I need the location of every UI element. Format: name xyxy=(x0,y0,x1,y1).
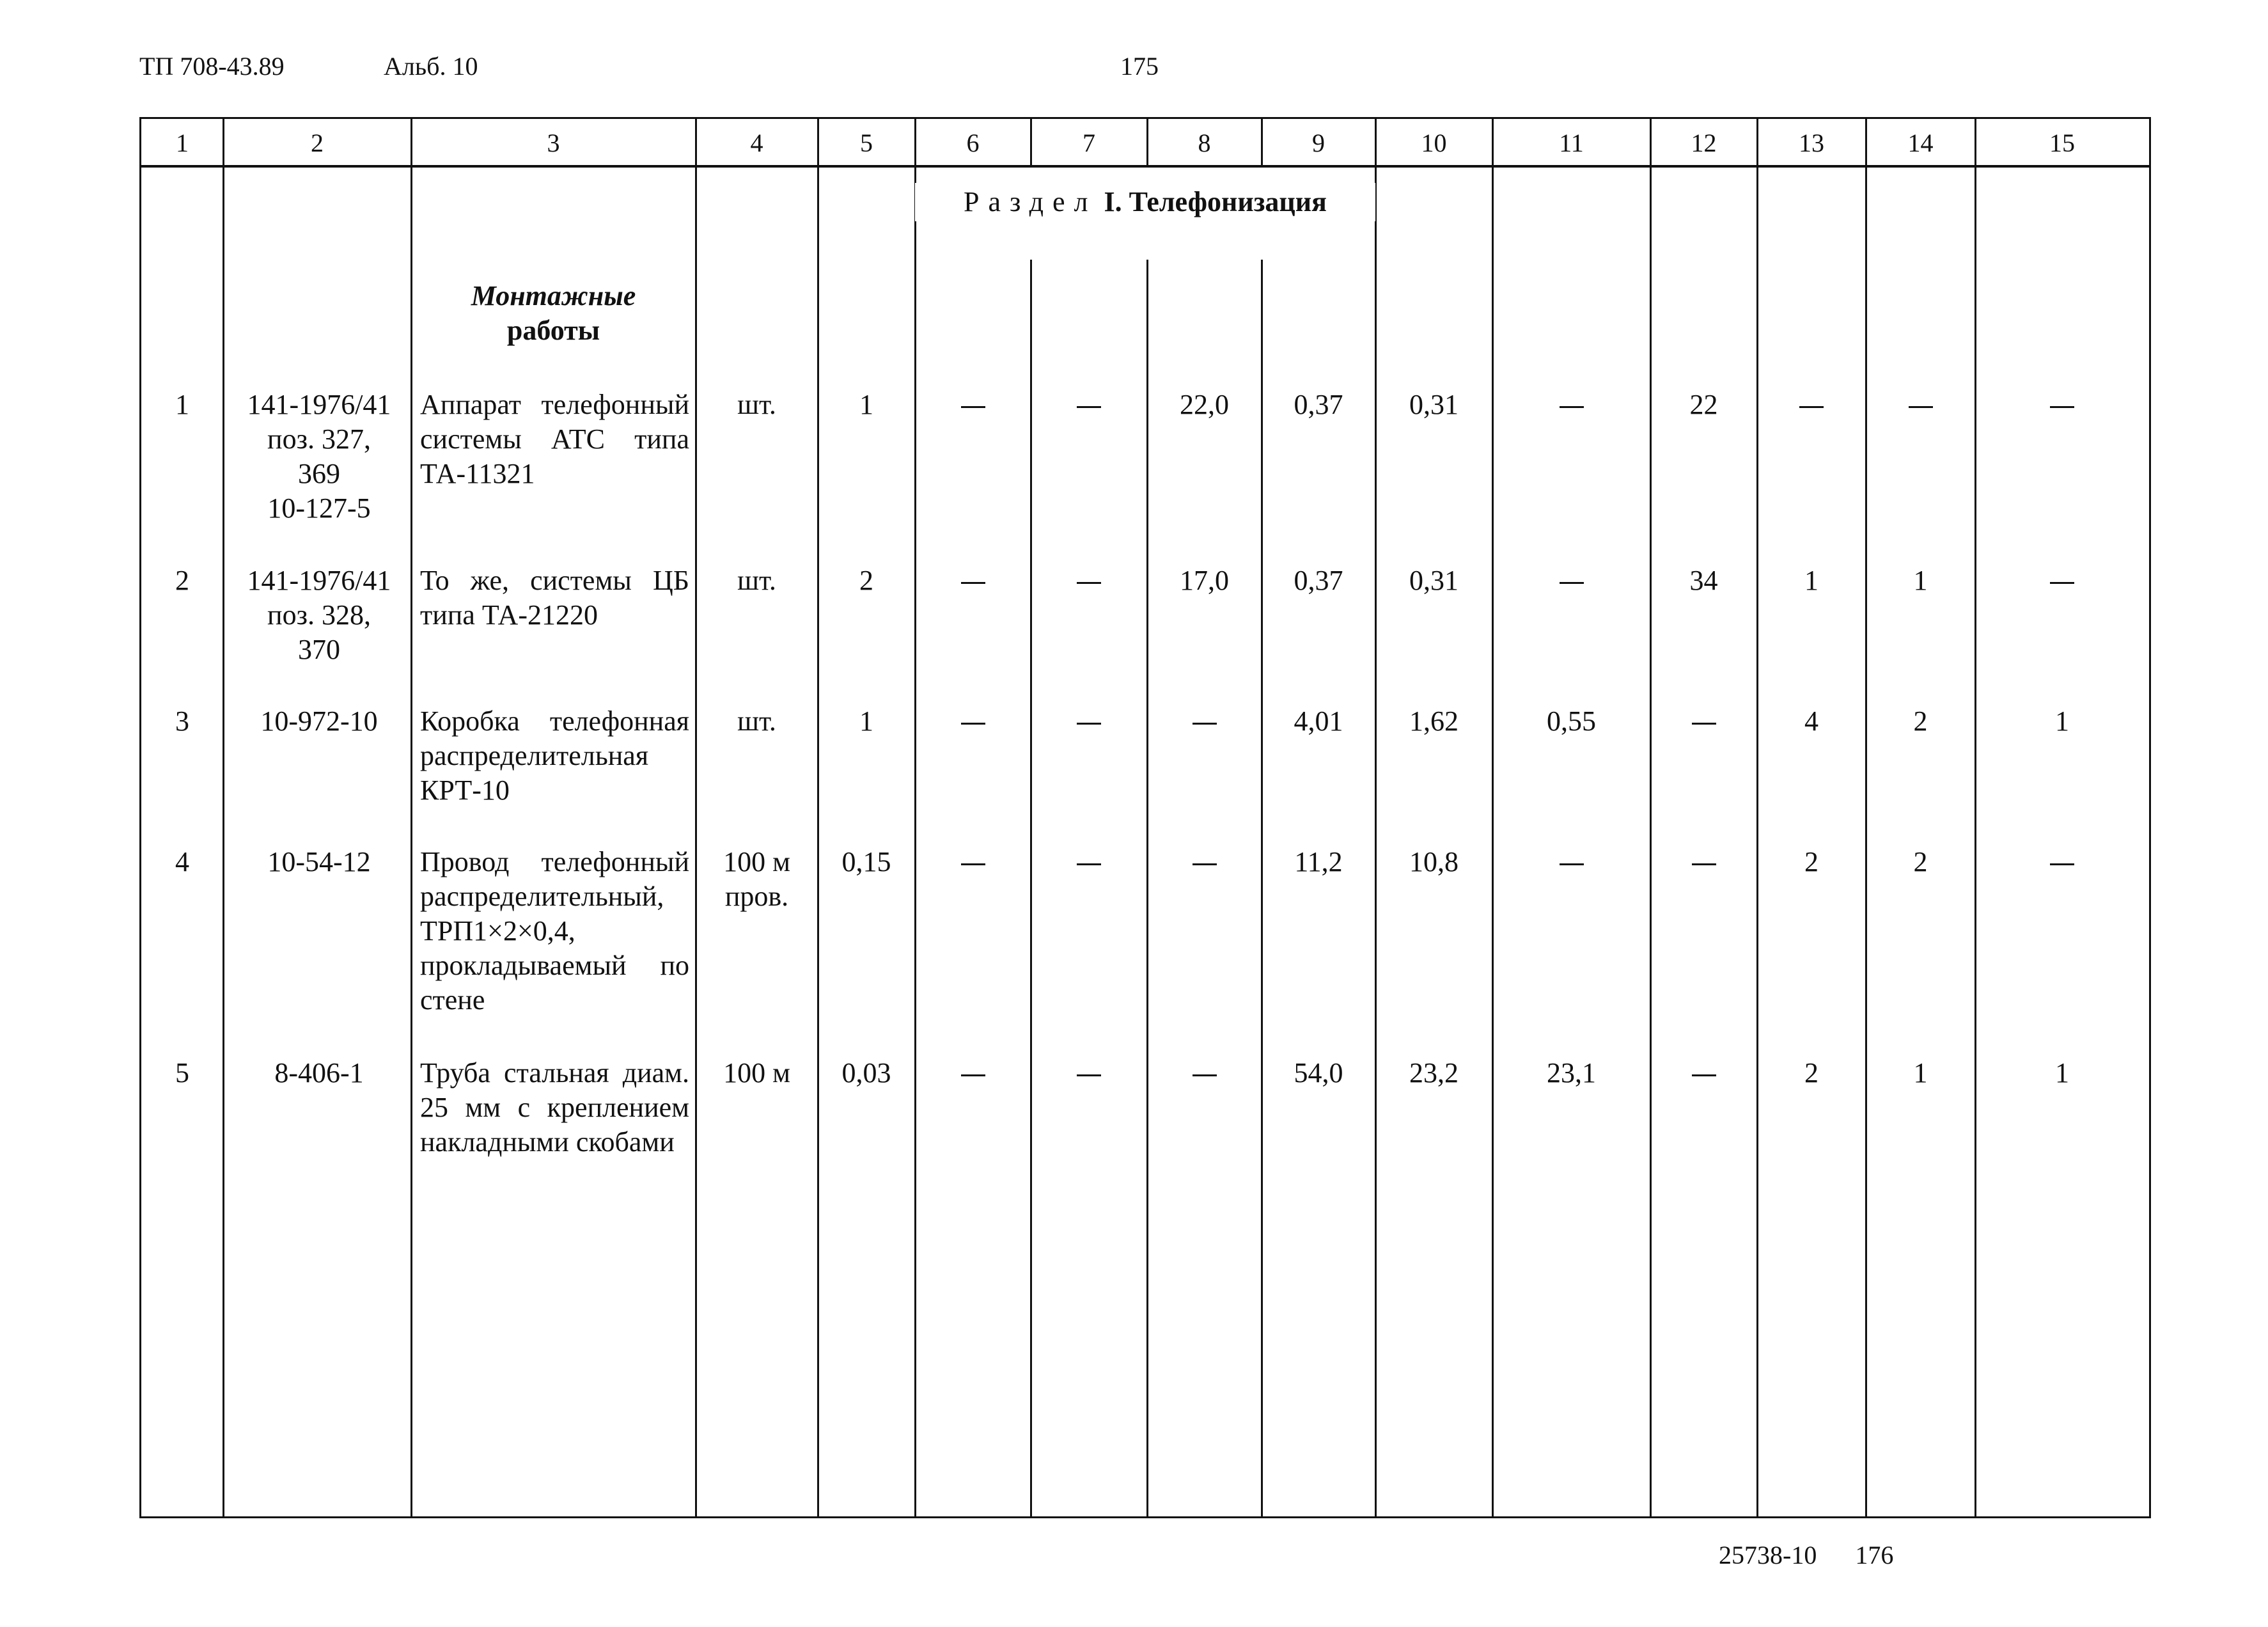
cell-line: поз. 327, xyxy=(267,423,371,455)
value-col-15 xyxy=(1975,563,2149,598)
cell-line: 370 xyxy=(298,634,340,665)
dash-mark xyxy=(1692,723,1716,725)
value-col-13: 1 xyxy=(1804,565,1818,596)
unit: 100 м xyxy=(723,1057,790,1089)
dash-mark xyxy=(1692,863,1716,865)
dash-mark xyxy=(1077,406,1101,408)
value-col-9: 4,01 xyxy=(1294,705,1343,737)
column-number-14: 14 xyxy=(1907,129,1934,157)
dash-mark xyxy=(1077,1074,1101,1076)
column-divider xyxy=(1261,119,1263,168)
unit: шт. xyxy=(737,389,776,420)
value-col-10: 1,62 xyxy=(1409,705,1459,737)
column-divider xyxy=(1030,260,1032,1516)
value-col-15: 1 xyxy=(2055,705,2069,737)
value-col-8 xyxy=(1147,845,1262,879)
cell-line: 8-406-1 xyxy=(274,1057,364,1089)
value-col-15 xyxy=(1975,388,2149,422)
value-col-15 xyxy=(1975,845,2149,879)
column-divider xyxy=(1865,119,1867,1516)
dash-mark xyxy=(961,723,985,725)
dash-mark xyxy=(1193,723,1217,725)
section-name: I. Телефонизация xyxy=(1104,186,1327,217)
column-number-5: 5 xyxy=(860,129,873,157)
cell-line: поз. 328, xyxy=(267,599,371,631)
column-number-1: 1 xyxy=(176,129,189,157)
estimate-table xyxy=(139,117,2151,1518)
value-col-7 xyxy=(1031,845,1147,879)
value-col-10: 0,31 xyxy=(1409,565,1459,596)
value-col-12: 34 xyxy=(1689,565,1718,596)
footer xyxy=(1719,1540,1925,1570)
column-number-11: 11 xyxy=(1559,129,1584,157)
column-number-3: 3 xyxy=(547,129,560,157)
cell-line: 141-1976/41 xyxy=(247,565,391,596)
norm-code xyxy=(231,1056,407,1090)
column-number-12: 12 xyxy=(1691,129,1717,157)
column-number-13: 13 xyxy=(1799,129,1824,157)
quantity: 2 xyxy=(859,565,873,596)
quantity: 1 xyxy=(859,705,873,737)
value-col-12 xyxy=(1650,704,1757,739)
subheading-line1: Монтажные xyxy=(471,280,636,311)
row-number: 1 xyxy=(175,389,189,420)
value-col-13: 2 xyxy=(1804,1057,1818,1089)
dash-mark xyxy=(961,863,985,865)
unit: 100 м пров. xyxy=(723,846,790,912)
value-col-10: 10,8 xyxy=(1409,846,1459,877)
value-col-13: 2 xyxy=(1804,846,1818,877)
value-col-7 xyxy=(1031,388,1147,422)
value-col-7 xyxy=(1031,704,1147,739)
row-number: 5 xyxy=(175,1057,189,1089)
column-divider xyxy=(1030,119,1032,168)
dash-mark xyxy=(1077,863,1101,865)
quantity: 0,03 xyxy=(841,1057,891,1089)
value-col-9: 0,37 xyxy=(1294,389,1343,420)
column-number-row xyxy=(141,119,2149,168)
value-col-11 xyxy=(1492,845,1650,879)
dash-mark xyxy=(1692,1074,1716,1076)
work-name: Труба стальная диам. 25 мм с креплением накладными скобами xyxy=(420,1057,689,1158)
column-number-6: 6 xyxy=(966,129,980,157)
value-col-13: 4 xyxy=(1804,705,1818,737)
subheading-line2: работы xyxy=(506,315,600,346)
column-divider xyxy=(1261,260,1263,1516)
value-col-9: 11,2 xyxy=(1294,846,1343,877)
value-col-6 xyxy=(915,704,1031,739)
column-divider xyxy=(1650,119,1652,1516)
value-col-14: 2 xyxy=(1913,846,1928,877)
value-col-14 xyxy=(1866,388,1975,422)
value-col-6 xyxy=(915,845,1031,879)
value-col-6 xyxy=(915,388,1031,422)
value-col-14: 1 xyxy=(1913,1057,1928,1089)
value-col-6 xyxy=(915,1056,1031,1090)
dash-mark xyxy=(1799,406,1824,408)
quantity: 1 xyxy=(859,389,873,420)
page-number: 175 xyxy=(1120,52,1159,81)
cell-line: 10-127-5 xyxy=(267,492,371,524)
norm-code xyxy=(231,704,407,739)
work-name: Коробка телефонная распределительная КРТ-10 xyxy=(420,705,689,806)
album-label: Альб. 10 xyxy=(384,52,478,81)
section-prefix: Раздел xyxy=(964,186,1097,217)
value-col-6 xyxy=(915,563,1031,598)
dash-mark xyxy=(1560,863,1584,865)
doc-code: ТП 708-43.89 xyxy=(139,52,285,81)
value-col-13 xyxy=(1757,388,1866,422)
value-col-14: 2 xyxy=(1913,705,1928,737)
work-name: Провод телефонный распределительный, ТРП1×2×0,4, прокладываемый по стене xyxy=(420,846,689,1016)
value-col-11 xyxy=(1492,388,1650,422)
column-divider xyxy=(1146,260,1148,1516)
value-col-10: 0,31 xyxy=(1409,389,1459,420)
sheet-number: 176 xyxy=(1855,1541,1894,1569)
value-col-10: 23,2 xyxy=(1409,1057,1459,1089)
value-col-9: 54,0 xyxy=(1294,1057,1343,1089)
column-divider xyxy=(817,119,819,1516)
column-number-7: 7 xyxy=(1083,129,1095,157)
column-number-2: 2 xyxy=(311,129,324,157)
value-col-11: 0,55 xyxy=(1547,705,1596,737)
norm-code xyxy=(231,388,407,526)
column-divider xyxy=(1975,119,1976,1516)
value-col-14: 1 xyxy=(1913,565,1928,596)
value-col-8 xyxy=(1147,1056,1262,1090)
dash-mark xyxy=(961,406,985,408)
dash-mark xyxy=(2050,406,2074,408)
sheet-code: 25738-10 xyxy=(1719,1541,1817,1569)
column-divider xyxy=(1492,119,1494,1516)
norm-code xyxy=(231,563,407,667)
cell-line: 369 xyxy=(298,458,340,489)
value-col-8: 17,0 xyxy=(1180,565,1229,596)
quantity: 0,15 xyxy=(841,846,891,877)
dash-mark xyxy=(1077,723,1101,725)
work-name: Аппарат телефонный системы АТС типа ТА-11321 xyxy=(420,389,689,489)
unit: шт. xyxy=(737,565,776,596)
work-name: То же, системы ЦБ типа ТА-21220 xyxy=(420,565,689,631)
value-col-15: 1 xyxy=(2055,1057,2069,1089)
dash-mark xyxy=(1560,582,1584,584)
dash-mark xyxy=(961,1074,985,1076)
cell-line: 10-972-10 xyxy=(260,705,378,737)
dash-mark xyxy=(1560,406,1584,408)
value-col-11 xyxy=(1492,563,1650,598)
row-number: 4 xyxy=(175,846,189,877)
dash-mark xyxy=(2050,582,2074,584)
column-number-4: 4 xyxy=(750,129,763,157)
dash-mark xyxy=(2050,863,2074,865)
unit: шт. xyxy=(737,705,776,737)
value-col-12 xyxy=(1650,1056,1757,1090)
dash-mark xyxy=(1193,1074,1217,1076)
dash-mark xyxy=(1077,582,1101,584)
row-number: 3 xyxy=(175,705,189,737)
column-number-10: 10 xyxy=(1421,129,1447,157)
section-title xyxy=(915,183,1375,221)
value-col-7 xyxy=(1031,563,1147,598)
cell-line: 141-1976/41 xyxy=(247,389,391,420)
dash-mark xyxy=(1909,406,1933,408)
value-col-8: 22,0 xyxy=(1180,389,1229,420)
value-col-9: 0,37 xyxy=(1294,565,1343,596)
column-divider xyxy=(1146,119,1148,168)
column-divider xyxy=(1375,119,1377,1516)
cell-line: 10-54-12 xyxy=(267,846,371,877)
norm-code xyxy=(231,845,407,879)
subheading xyxy=(411,279,696,348)
column-divider xyxy=(223,119,224,1516)
column-number-8: 8 xyxy=(1198,129,1211,157)
column-number-15: 15 xyxy=(2049,129,2075,157)
value-col-12 xyxy=(1650,845,1757,879)
value-col-7 xyxy=(1031,1056,1147,1090)
dash-mark xyxy=(961,582,985,584)
value-col-11: 23,1 xyxy=(1547,1057,1596,1089)
column-divider xyxy=(914,119,916,1516)
value-col-8 xyxy=(1147,704,1262,739)
value-col-12: 22 xyxy=(1689,389,1718,420)
column-divider xyxy=(1756,119,1758,1516)
column-number-9: 9 xyxy=(1312,129,1325,157)
row-number: 2 xyxy=(175,565,189,596)
dash-mark xyxy=(1193,863,1217,865)
